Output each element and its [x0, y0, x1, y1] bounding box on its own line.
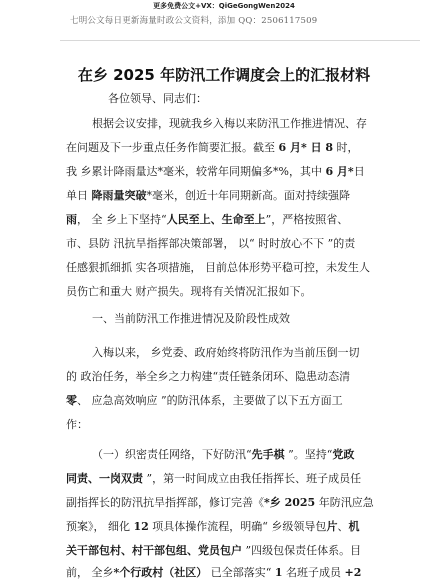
text-line: 入梅以来， 乡党委、政府始终将防汛作为当前压倒一切 [92, 346, 360, 359]
page-header: 七明公文每日更新海量时政公文资料，添加 QQ：2506117509 [70, 16, 318, 26]
text-line: 根据会议安排，现就我乡入梅以来防汛工作推进情况、存 [92, 117, 367, 130]
document-title: 在乡 2025 年防汛工作调度会上的汇报材料 [77, 66, 371, 84]
text-line: 的 政治任务，举全乡之力构建“责任链条闭环、隐患动态清 [66, 370, 351, 383]
text-line: 作： [66, 418, 88, 431]
salutation: 各位领导、同志们： [108, 92, 207, 105]
header-divider [60, 40, 420, 41]
section-heading: 一、当前防汛工作推进情况及阶段性成效 [92, 312, 290, 325]
text-line: 同责、一岗双责 ”，第一时间成立由我任指挥长、班子成员任 [66, 472, 362, 485]
text-line: 在问题及下一步重点任务作简要汇报。截至 6 月* 日 8 时， [66, 141, 359, 154]
text-line: 雨， 全 乡上下坚持“人民至上、生命至上”，严格按照省、 [66, 213, 349, 226]
text-line: 单日 降雨量突破*毫米，创近十年同期新高。面对持续强降 [66, 189, 350, 202]
text-line: 前， 全乡*个行政村（社区） 已全部落实“ 1 名班子成员 +2 [66, 566, 362, 579]
text-line: 副指挥长的防汛抗旱指挥部，修订完善《*乡 2025 年防汛应急 [66, 496, 374, 509]
text-line: 预案》， 细化 12 项具体操作流程，明确“ 乡级领导包片、机 [66, 520, 360, 533]
text-line: （一）织密责任网络，下好防汛“先手棋 ”。坚持“党政 [92, 448, 355, 461]
text-line: 我 乡累计降雨量达*毫米，较常年同期偏多*%，其中 6 月*日 [66, 165, 365, 178]
text-line: 零、 应急高效响应 ”的防汛体系，主要做了以下五方面工 [66, 394, 343, 407]
promo-banner: 更多免费公文+VX：QiGeGongWen2024 [153, 2, 295, 10]
text-line: 任感狠抓细抓 实各项措施， 目前总体形势平稳可控，未发生人 [66, 261, 370, 274]
text-line: 市、县防 汛抗旱指挥部决策部署， 以“ 时时放心不下 ”的责 [66, 237, 356, 250]
text-line: 员伤亡和重大 财产损失。现将有关情况汇报如下。 [66, 285, 312, 298]
text-line: 关干部包村、村干部包组、党员包户 ”四级包保责任体系。目 [66, 544, 362, 557]
